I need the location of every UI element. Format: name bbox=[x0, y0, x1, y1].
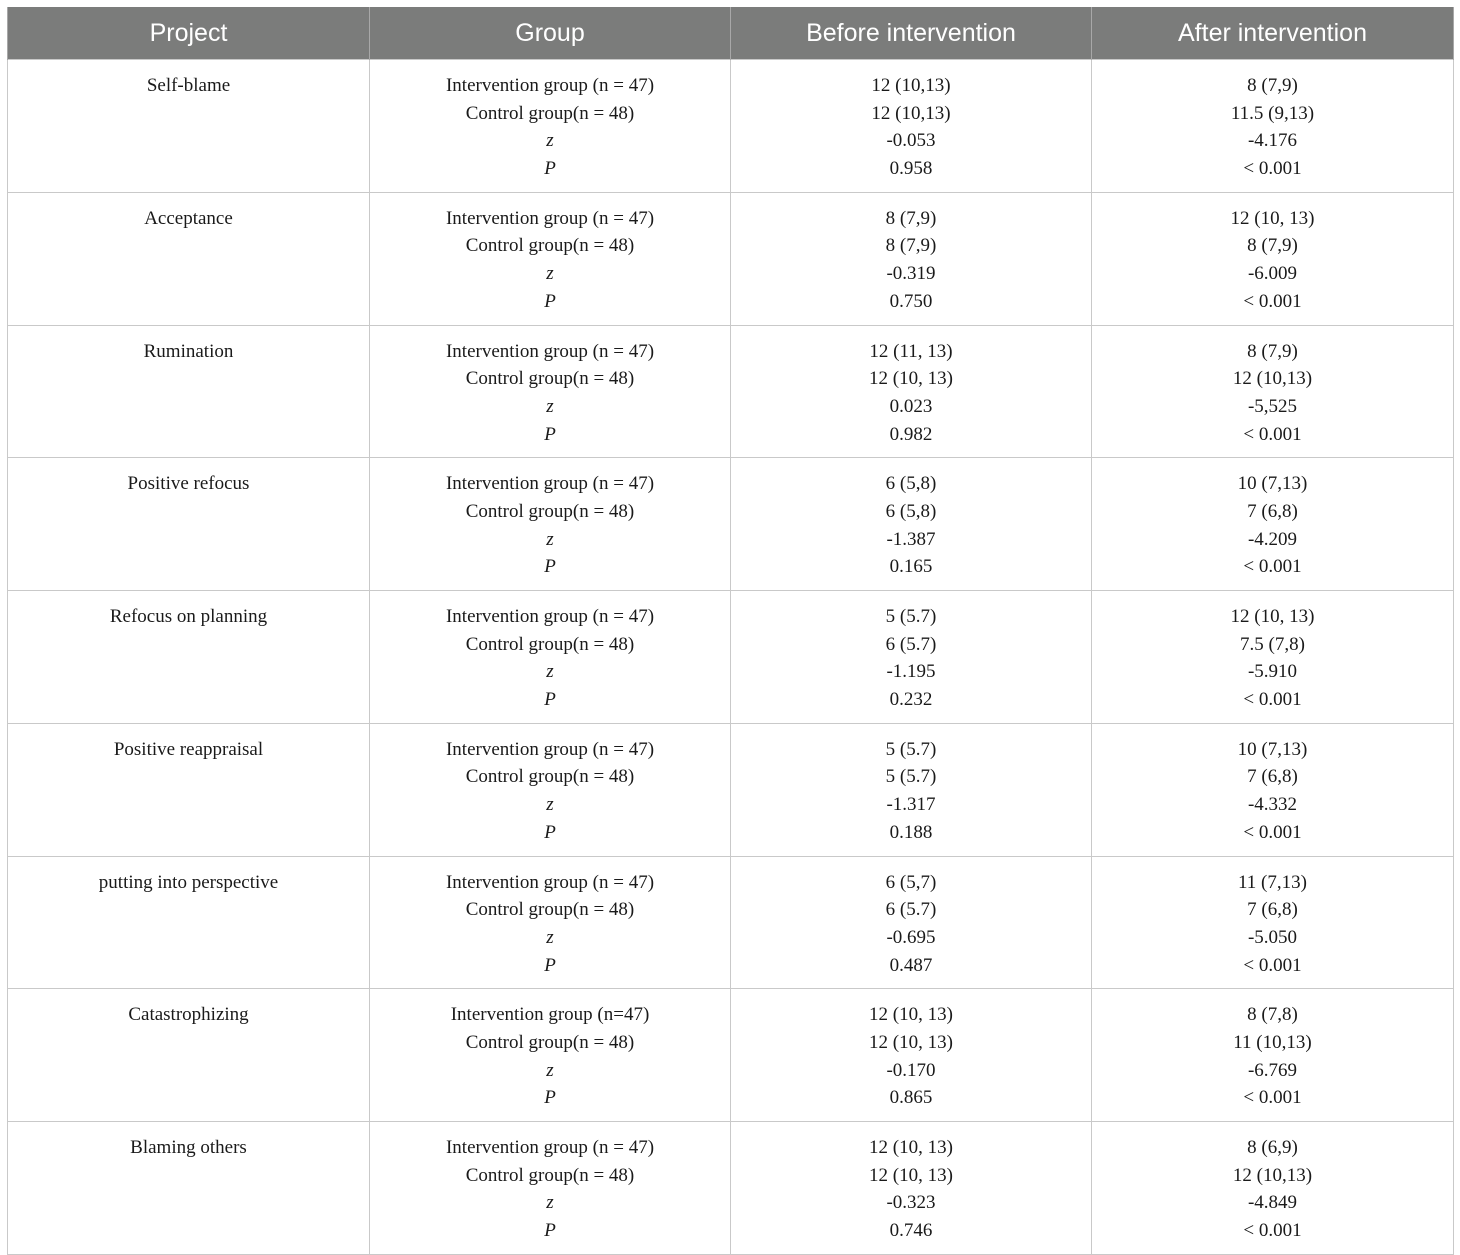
after-value: 8 (6,9) bbox=[1247, 1137, 1298, 1158]
table-row bbox=[8, 723, 1454, 856]
before-value: 8 (7,9) bbox=[885, 207, 937, 229]
after-value: 7 (6,8) bbox=[1247, 500, 1298, 522]
before-value: -1.387 bbox=[886, 528, 936, 550]
after-cell bbox=[1092, 723, 1454, 856]
before-cell bbox=[731, 192, 1092, 325]
project-name: Acceptance bbox=[144, 207, 233, 229]
group-label: Intervention group (n = 47) bbox=[445, 207, 655, 229]
after-cell bbox=[1092, 591, 1454, 724]
before-value: 12 (11, 13) bbox=[869, 340, 953, 362]
before-value: 12 (10, 13) bbox=[869, 1164, 953, 1186]
results-table bbox=[7, 7, 1454, 1255]
before-value: 0.746 bbox=[889, 1220, 933, 1242]
before-value: -0.053 bbox=[886, 130, 936, 152]
after-value: 12 (10,13) bbox=[1232, 368, 1313, 390]
after-value: 10 (7,13) bbox=[1237, 738, 1308, 760]
before-value: 0.023 bbox=[889, 395, 933, 417]
project-cell bbox=[8, 1122, 370, 1255]
before-cell bbox=[731, 591, 1092, 724]
group-cell bbox=[370, 1122, 731, 1255]
table-row bbox=[8, 192, 1454, 325]
after-cell bbox=[1092, 458, 1454, 591]
before-value: 12 (10, 13) bbox=[869, 1004, 953, 1026]
after-value: 7 (6,8) bbox=[1247, 766, 1298, 788]
group-cell bbox=[370, 856, 731, 989]
group-label: P bbox=[544, 821, 556, 843]
before-value: -0.170 bbox=[886, 1059, 936, 1081]
after-value: 11.5 (9,13) bbox=[1230, 102, 1315, 124]
group-cell bbox=[370, 591, 731, 724]
project-cell bbox=[8, 325, 370, 458]
results-table-container bbox=[7, 7, 1453, 1255]
project-name: Positive refocus bbox=[127, 473, 250, 495]
group-label: P bbox=[544, 689, 556, 711]
after-value: -4.176 bbox=[1247, 130, 1298, 152]
group-label: Intervention group (n=47) bbox=[450, 1004, 650, 1026]
project-cell bbox=[8, 591, 370, 724]
table-row bbox=[8, 325, 1454, 458]
table-body bbox=[8, 60, 1454, 1255]
before-value: -1.195 bbox=[886, 661, 936, 683]
after-cell bbox=[1092, 989, 1454, 1122]
table-row bbox=[8, 60, 1454, 193]
before-value: 6 (5,8) bbox=[885, 500, 937, 522]
after-value: 8 (7,9) bbox=[1247, 235, 1298, 257]
table-row bbox=[8, 989, 1454, 1122]
group-label: Control group(n = 48) bbox=[465, 368, 635, 390]
project-name: Refocus on planning bbox=[109, 606, 268, 627]
after-value: 10 (7,13) bbox=[1237, 473, 1308, 495]
before-value: 12 (10, 13) bbox=[869, 1031, 953, 1053]
before-value: 8 (7,9) bbox=[885, 235, 937, 257]
before-value: 6 (5,8) bbox=[885, 473, 937, 495]
after-value: -4.209 bbox=[1247, 528, 1298, 550]
group-label: Intervention group (n = 47) bbox=[445, 606, 655, 627]
before-value: -0.695 bbox=[886, 926, 936, 948]
group-label: Intervention group (n = 47) bbox=[445, 340, 655, 362]
group-label: P bbox=[544, 290, 556, 312]
before-value: 0.165 bbox=[889, 556, 933, 578]
header-after-intervention: After intervention bbox=[1092, 7, 1454, 60]
group-cell bbox=[370, 458, 731, 591]
after-value: 8 (7,9) bbox=[1247, 340, 1298, 362]
project-cell bbox=[8, 192, 370, 325]
after-value: -6.769 bbox=[1247, 1059, 1298, 1081]
before-value: 6 (5.7) bbox=[885, 899, 937, 921]
before-value: -0.323 bbox=[886, 1192, 936, 1214]
group-label: Control group(n = 48) bbox=[465, 1031, 635, 1053]
before-value: 0.750 bbox=[889, 290, 933, 312]
group-label: z bbox=[546, 528, 554, 550]
group-label: Control group(n = 48) bbox=[465, 102, 635, 124]
after-cell bbox=[1092, 856, 1454, 989]
group-label: Intervention group (n = 47) bbox=[445, 75, 655, 96]
group-label: z bbox=[546, 1192, 554, 1214]
after-cell bbox=[1092, 1122, 1454, 1255]
header-project: Project bbox=[8, 7, 370, 60]
after-value: 7 (6,8) bbox=[1247, 899, 1298, 921]
before-value: 0.865 bbox=[889, 1087, 933, 1109]
project-name: Self-blame bbox=[146, 75, 231, 96]
group-label: z bbox=[546, 661, 554, 683]
table-header bbox=[8, 7, 1454, 60]
after-value: 8 (7,9) bbox=[1247, 75, 1298, 96]
project-cell bbox=[8, 723, 370, 856]
after-value: -5.050 bbox=[1247, 926, 1298, 948]
before-value: -0.319 bbox=[886, 263, 936, 285]
after-value: < 0.001 bbox=[1243, 954, 1302, 976]
after-value: 7.5 (7,8) bbox=[1240, 633, 1305, 655]
project-name: Catastrophizing bbox=[128, 1004, 249, 1026]
group-label: z bbox=[546, 794, 554, 816]
after-value: 11 (7,13) bbox=[1238, 871, 1307, 893]
after-value: -5,525 bbox=[1247, 395, 1298, 417]
project-cell bbox=[8, 458, 370, 591]
group-cell bbox=[370, 192, 731, 325]
after-cell bbox=[1092, 325, 1454, 458]
after-value: 11 (10,13) bbox=[1233, 1031, 1312, 1053]
group-cell bbox=[370, 325, 731, 458]
before-cell bbox=[731, 723, 1092, 856]
group-label: Intervention group (n = 47) bbox=[445, 473, 655, 495]
group-label: Control group(n = 48) bbox=[465, 766, 635, 788]
group-label: Control group(n = 48) bbox=[465, 899, 635, 921]
after-value: < 0.001 bbox=[1243, 1087, 1302, 1109]
before-cell bbox=[731, 325, 1092, 458]
project-name: Rumination bbox=[143, 340, 234, 362]
group-label: P bbox=[544, 1087, 556, 1109]
before-value: 5 (5.7) bbox=[885, 738, 937, 760]
group-label: Control group(n = 48) bbox=[465, 1164, 635, 1186]
after-cell bbox=[1092, 60, 1454, 193]
header-before-intervention: Before intervention bbox=[731, 7, 1092, 60]
after-value: < 0.001 bbox=[1243, 689, 1302, 711]
after-value: 8 (7,8) bbox=[1247, 1004, 1298, 1026]
group-label: Control group(n = 48) bbox=[465, 500, 635, 522]
after-value: -6.009 bbox=[1247, 263, 1298, 285]
before-value: 6 (5.7) bbox=[885, 633, 937, 655]
before-cell bbox=[731, 989, 1092, 1122]
before-value: 0.487 bbox=[889, 954, 933, 976]
project-name: putting into perspective bbox=[98, 871, 279, 893]
before-value: 5 (5.7) bbox=[885, 766, 937, 788]
group-cell bbox=[370, 60, 731, 193]
project-cell bbox=[8, 989, 370, 1122]
after-value: < 0.001 bbox=[1243, 423, 1302, 445]
before-value: 0.958 bbox=[889, 158, 933, 180]
group-label: z bbox=[546, 130, 554, 152]
before-value: 0.982 bbox=[889, 423, 933, 445]
after-value: < 0.001 bbox=[1243, 1220, 1302, 1242]
group-label: Intervention group (n = 47) bbox=[445, 871, 655, 893]
group-label: P bbox=[544, 423, 556, 445]
after-cell bbox=[1092, 192, 1454, 325]
before-value: 12 (10,13) bbox=[871, 102, 951, 124]
before-value: 6 (5,7) bbox=[885, 871, 937, 893]
after-value: < 0.001 bbox=[1243, 158, 1302, 180]
after-value: -4.849 bbox=[1247, 1192, 1298, 1214]
before-value: 12 (10, 13) bbox=[869, 368, 953, 390]
project-name: Positive reappraisal bbox=[113, 738, 264, 760]
after-value: -4.332 bbox=[1247, 794, 1298, 816]
group-label: P bbox=[544, 954, 556, 976]
before-value: 0.232 bbox=[889, 689, 933, 711]
before-cell bbox=[731, 856, 1092, 989]
header-row bbox=[8, 7, 1454, 60]
group-label: Control group(n = 48) bbox=[465, 235, 635, 257]
after-value: 12 (10, 13) bbox=[1230, 606, 1315, 627]
before-value: 12 (10, 13) bbox=[869, 1137, 953, 1158]
after-value: < 0.001 bbox=[1243, 556, 1302, 578]
before-cell bbox=[731, 1122, 1092, 1255]
group-cell bbox=[370, 989, 731, 1122]
table-row bbox=[8, 1122, 1454, 1255]
group-label: P bbox=[544, 556, 556, 578]
after-value: 12 (10,13) bbox=[1232, 1164, 1313, 1186]
table-row bbox=[8, 458, 1454, 591]
group-cell bbox=[370, 723, 731, 856]
after-value: 12 (10, 13) bbox=[1230, 207, 1315, 229]
group-label: Intervention group (n = 47) bbox=[445, 738, 655, 760]
project-cell bbox=[8, 60, 370, 193]
group-label: Control group(n = 48) bbox=[465, 633, 635, 655]
table-row bbox=[8, 856, 1454, 989]
before-value: 0.188 bbox=[889, 821, 933, 843]
group-label: P bbox=[544, 158, 556, 180]
group-label: Intervention group (n = 47) bbox=[445, 1137, 655, 1158]
group-label: z bbox=[546, 395, 554, 417]
before-cell bbox=[731, 458, 1092, 591]
before-value: 12 (10,13) bbox=[871, 75, 951, 96]
group-label: P bbox=[544, 1220, 556, 1242]
table-row bbox=[8, 591, 1454, 724]
before-value: 5 (5.7) bbox=[885, 606, 937, 627]
before-value: -1.317 bbox=[886, 794, 936, 816]
after-value: < 0.001 bbox=[1243, 821, 1302, 843]
group-label: z bbox=[546, 926, 554, 948]
project-name: Blaming others bbox=[130, 1137, 247, 1158]
group-label: z bbox=[546, 1059, 554, 1081]
after-value: < 0.001 bbox=[1243, 290, 1302, 312]
group-label: z bbox=[546, 263, 554, 285]
before-cell bbox=[731, 60, 1092, 193]
project-cell bbox=[8, 856, 370, 989]
header-group: Group bbox=[370, 7, 731, 60]
after-value: -5.910 bbox=[1247, 661, 1298, 683]
